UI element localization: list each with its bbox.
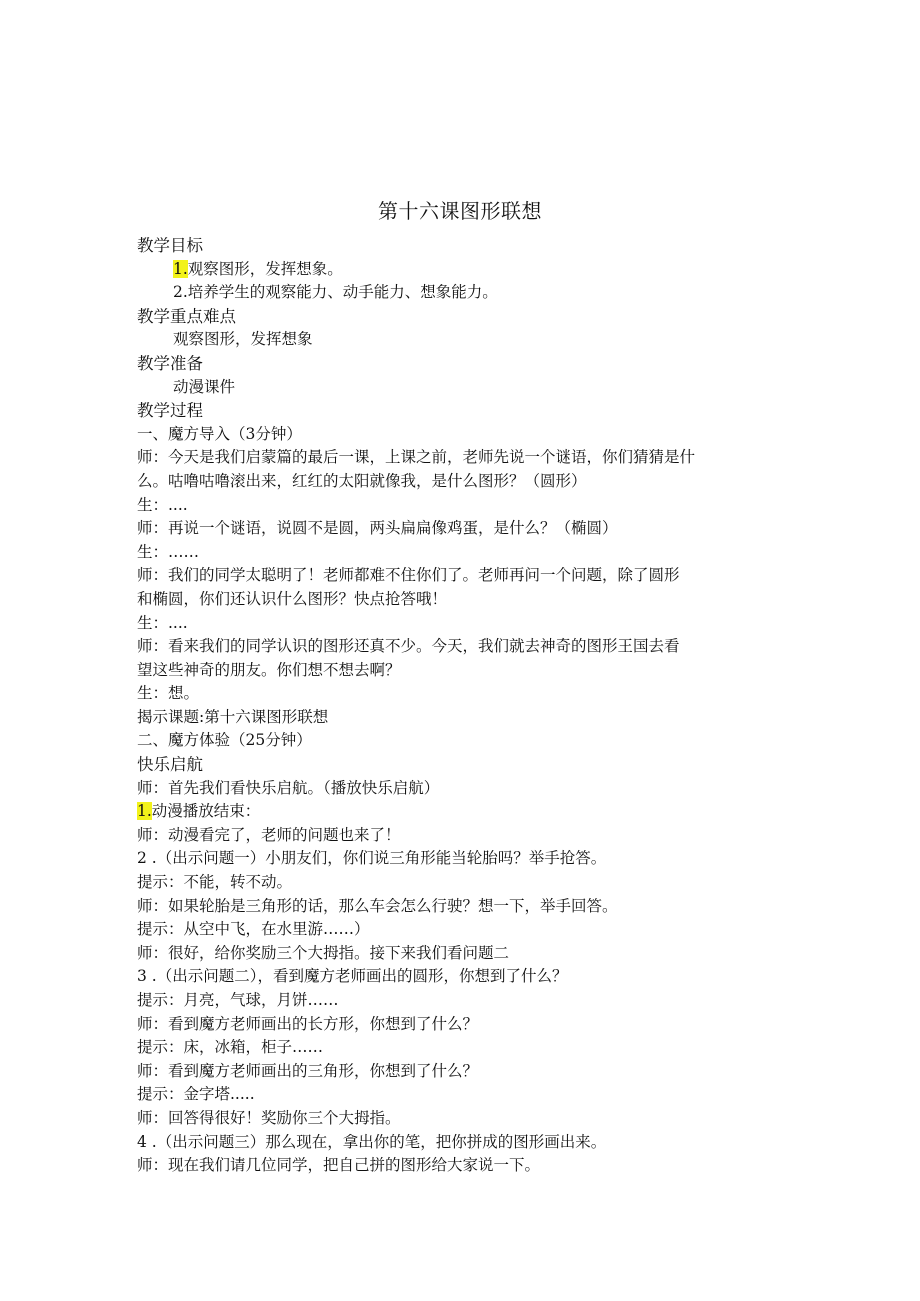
highlighted-number: 1.: [137, 802, 152, 821]
paragraph-line: 提示：床，冰箱，柜子……: [137, 1038, 324, 1057]
paragraph-line: 师：今天是我们启蒙篇的最后一课，上课之前，老师先说一个谜语，你们猜猜是什: [137, 448, 696, 467]
paragraph-line: 生：....: [137, 613, 188, 632]
numbered-line-2: 2 .（出示问题一）小朋友们，你们说三角形能当轮胎吗？举手抢答。: [137, 849, 607, 868]
numbered-line-1-text: 动漫播放结束：: [151, 802, 261, 821]
subsection-heading-experience: 二、魔方体验（25分钟）: [137, 731, 312, 750]
paragraph-line: 师：看来我们的同学认识的图形还真不少。今天，我们就去神奇的图形王国去看: [137, 637, 680, 656]
preparation-text: 动漫课件: [173, 377, 236, 396]
key-points-text: 观察图形，发挥想象: [173, 330, 313, 349]
paragraph-line: 生：....: [137, 495, 188, 514]
paragraph-line: 师：看到魔方老师画出的长方形，你想到了什么？: [137, 1014, 479, 1033]
paragraph-line: 师：看到魔方老师画出的三角形，你想到了什么？: [137, 1061, 479, 1080]
paragraph-line: 师：如果轮胎是三角形的话，那么车会怎么行驶？想一下，举手回答。: [137, 896, 618, 915]
paragraph-line: 师：首先我们看快乐启航。（播放快乐启航）: [137, 778, 440, 797]
paragraph-line: 望这些神奇的朋友。你们想不想去啊？: [137, 660, 401, 679]
paragraph-line: 师：现在我们请几位同学，把自己拼的图形给大家说一下。: [137, 1156, 541, 1175]
section-heading-objectives: 教学目标: [137, 236, 203, 255]
paragraph-line: 生：……: [137, 542, 200, 561]
objective-item-1: [137, 258, 777, 282]
highlighted-number: 1.: [173, 259, 188, 278]
paragraph-line: 和椭圆，你们还认识什么图形？快点抢答哦！: [137, 589, 448, 608]
section-heading-key-points: 教学重点难点: [137, 306, 236, 326]
paragraph-line: 师：我们的同学太聪明了！老师都难不住你们了。老师再问一个问题，除了圆形: [137, 566, 680, 585]
paragraph-line: 师：很好，给你奖励三个大拇指。接下来我们看问题二: [137, 943, 510, 962]
paragraph-line: 么。咕噜咕噜滚出来，红红的太阳就像我，是什么图形？（圆形）: [137, 471, 587, 490]
numbered-line-1: [137, 800, 777, 824]
numbered-line-3: 3 .（出示问题二），看到魔方老师画出的圆形，你想到了什么？: [137, 967, 568, 986]
subsection-heading-intro: 一、魔方导入（3分钟）: [137, 424, 302, 443]
objective-item-1-text: 观察图形，发挥想象。: [187, 259, 343, 278]
subsection-heading-happy-sailing: 快乐启航: [137, 755, 203, 775]
document-body: [137, 234, 777, 1178]
section-heading-preparation: 教学准备: [137, 353, 203, 373]
paragraph-line: 提示：从空中飞，在水里游……）: [137, 920, 370, 939]
objective-item-2: 2.培养学生的观察能力、动手能力、想象能力。: [173, 283, 498, 302]
paragraph-line: 生：想。: [137, 684, 200, 703]
paragraph-line: 师：动漫看完了，老师的问题也来了！: [137, 825, 401, 844]
paragraph-line: 师：再说一个谜语，说圆不是圆，两头扁扁像鸡蛋，是什么？（椭圆）: [137, 519, 618, 538]
paragraph-line: 揭示课题:第十六课图形联想: [137, 707, 329, 726]
page-title: 第十六课图形联想: [378, 199, 542, 223]
numbered-line-4: 4 .（出示问题三）那么现在，拿出你的笔，把你拼成的图形画出来。: [137, 1132, 607, 1151]
paragraph-line: 提示：金字塔.....: [137, 1085, 255, 1104]
paragraph-line: 提示：月亮，气球，月饼……: [137, 991, 339, 1009]
section-heading-process: 教学过程: [137, 401, 203, 421]
paragraph-line: 师：回答得很好！奖励你三个大拇指。: [137, 1108, 401, 1127]
paragraph-line: 提示：不能，转不动。: [137, 873, 293, 892]
